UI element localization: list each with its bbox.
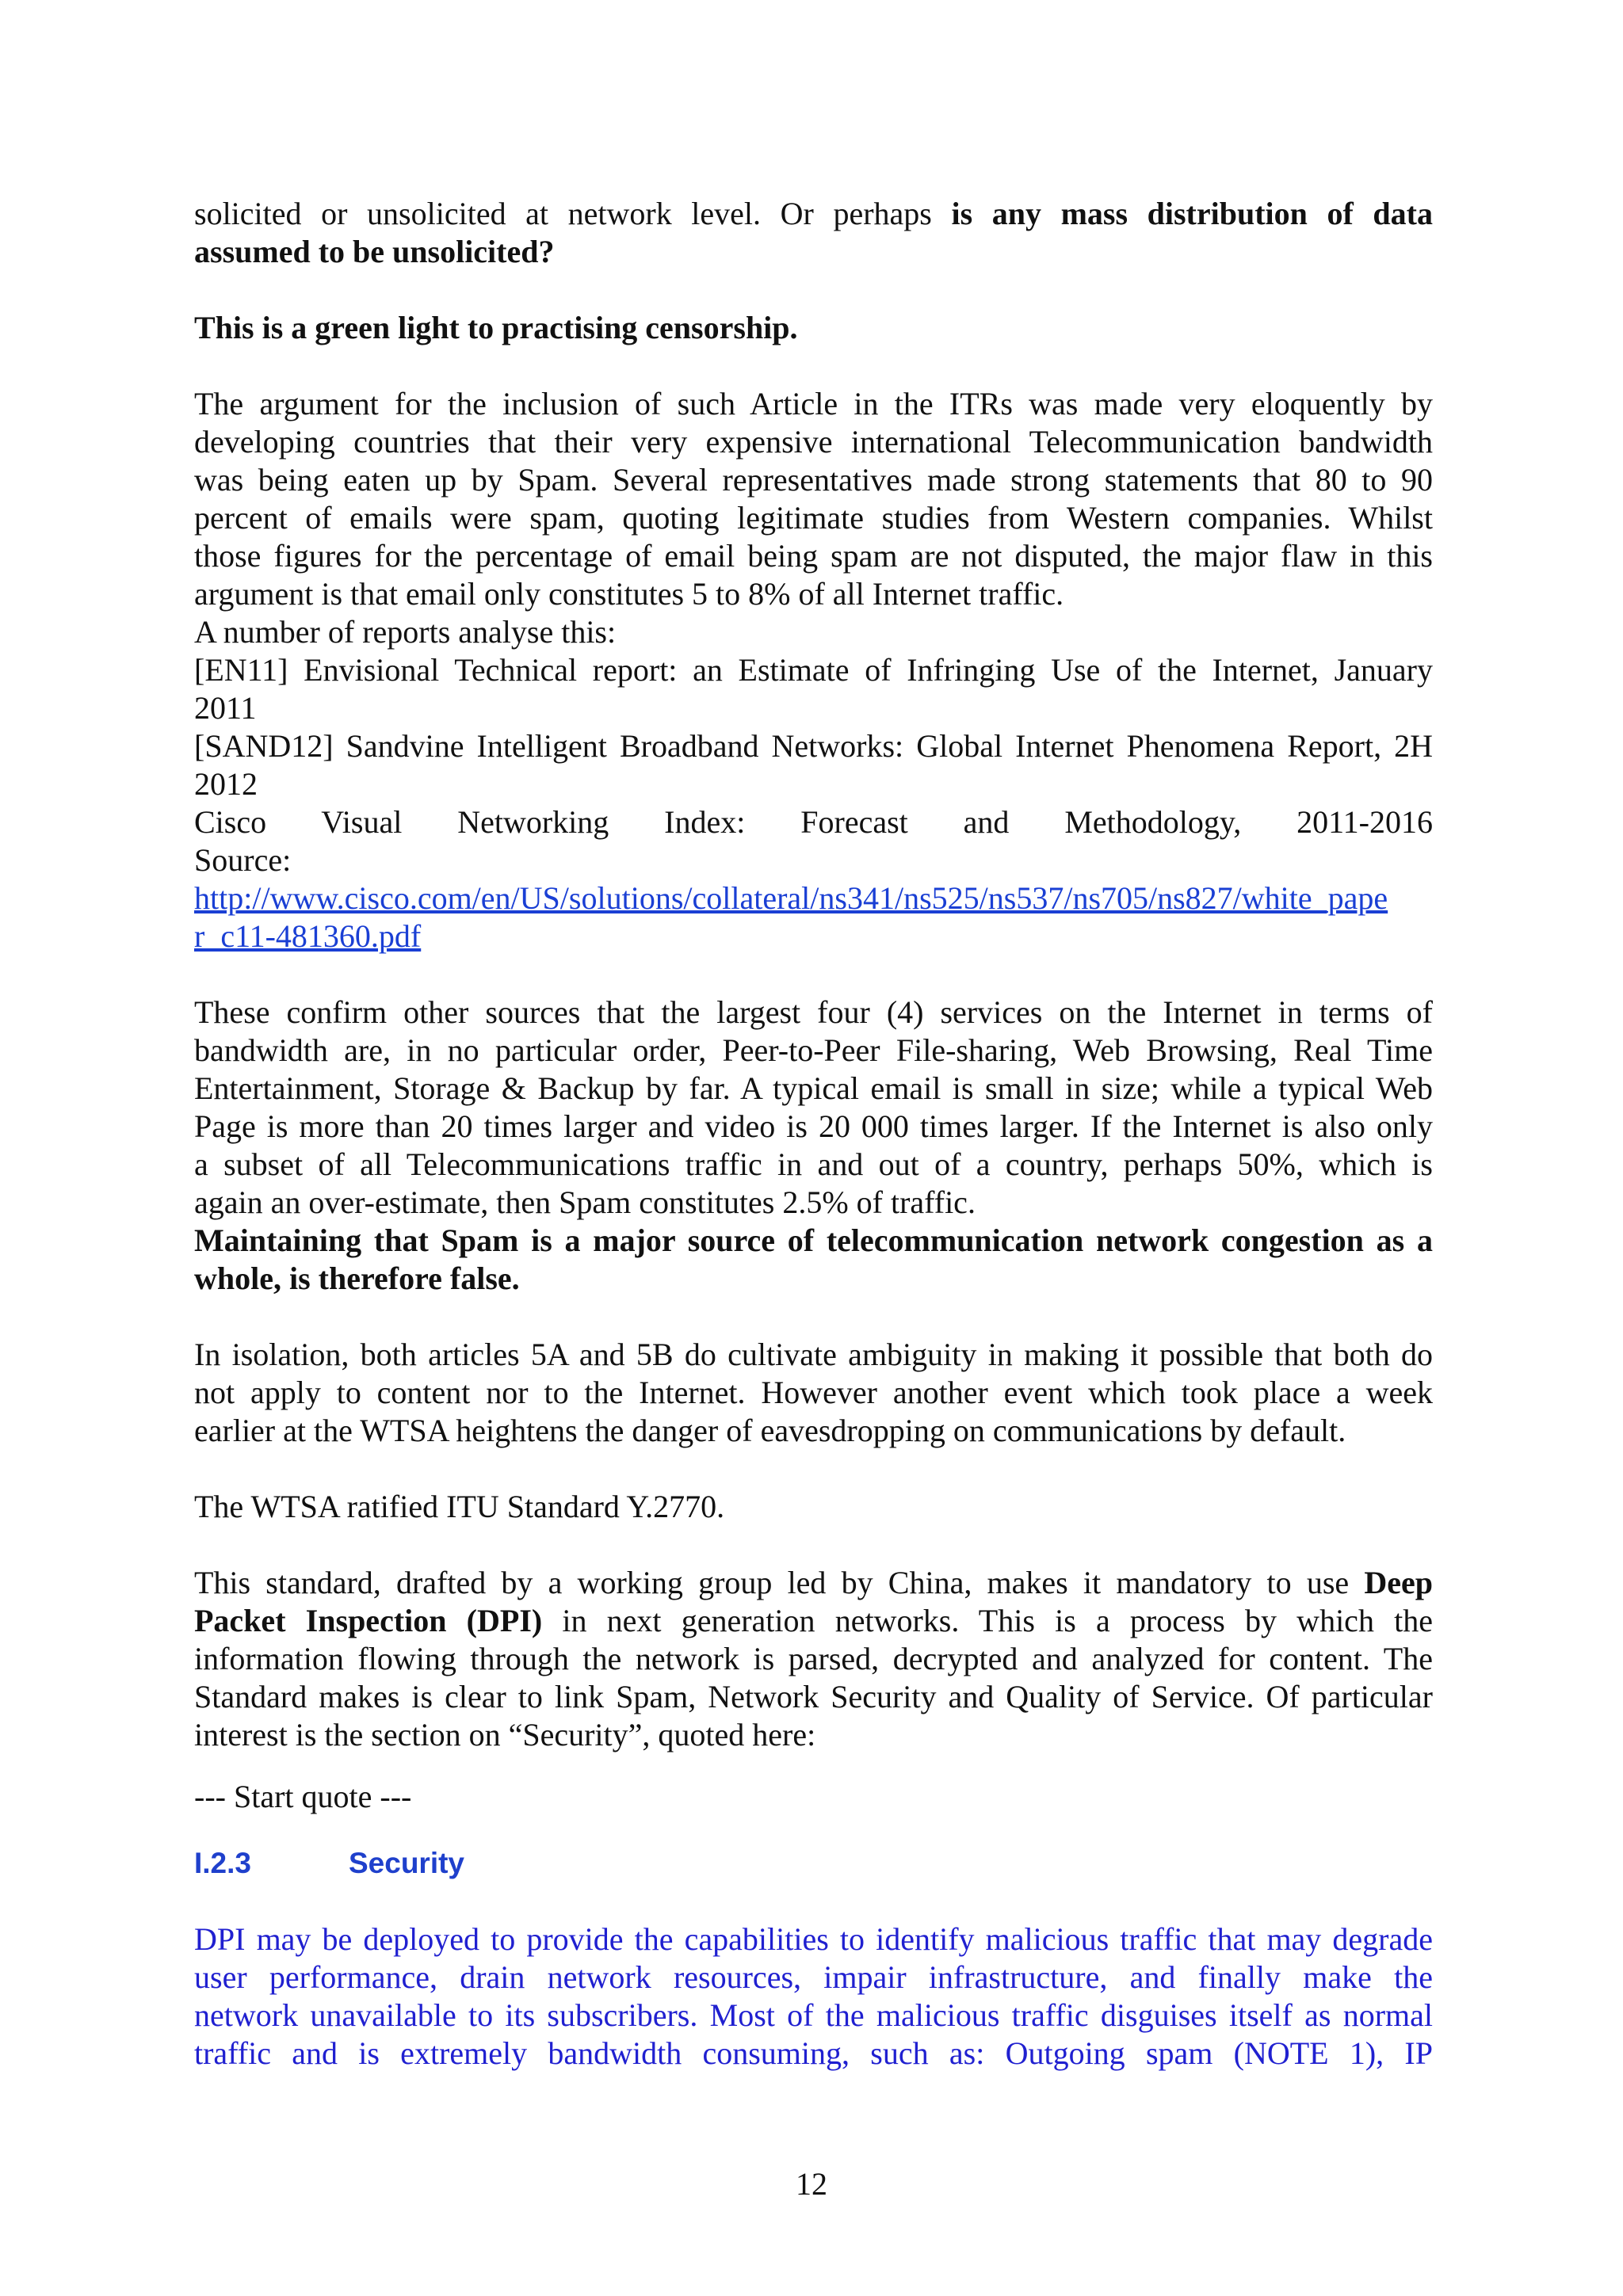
- reference-line: 2011: [194, 690, 257, 726]
- bold-statement: This is a green light to practising censorship.: [194, 310, 798, 345]
- text-line: again an over-estimate, then Spam constitutes 2.5% of traffic.: [194, 1184, 976, 1220]
- section-heading: [194, 1844, 464, 1882]
- text-line: those figures for the percentage of email being spam are not disputed, the major flaw in this: [194, 538, 1433, 574]
- quoted-text-line: user performance, drain network resources, impair infrastructure, and finally make the: [194, 1959, 1433, 1995]
- text-line: earlier at the WTSA heightens the danger of eavesdropping on communications by default.: [194, 1413, 1346, 1448]
- reference-line: Cisco Visual Networking Index: Forecast and Methodology, 2011-2016: [194, 804, 1433, 840]
- text-line: solicited or unsolicited at network level. Or perhaps is any mass distribution of data: [194, 196, 1433, 231]
- text-line: This standard, drafted by a working group led by China, makes it mandatory to use Deep: [194, 1565, 1433, 1600]
- text-line: a subset of all Telecommunications traffic in and out of a country, perhaps 50%, which is: [194, 1146, 1433, 1182]
- text-line: A number of reports analyse this:: [194, 614, 617, 650]
- quote-marker: --- Start quote ---: [194, 1779, 412, 1814]
- text-line: Page is more than 20 times larger and video is 20 000 times larger. If the Internet is also only: [194, 1108, 1433, 1144]
- reference-line: [SAND12] Sandvine Intelligent Broadband Networks: Global Internet Phenomena Report, 2H: [194, 728, 1433, 764]
- quoted-text-line: traffic and is extremely bandwidth consuming, such as: Outgoing spam (NOTE 1), IP: [194, 2035, 1433, 2071]
- text-line: The argument for the inclusion of such Article in the ITRs was made very eloquently by: [194, 386, 1433, 421]
- bold-phrase: assumed to be unsolicited?: [194, 234, 555, 269]
- source-link[interactable]: http://www.cisco.com/en/US/solutions/collateral/ns341/ns525/ns537/ns705/ns827/white_pape: [194, 880, 1388, 916]
- section-title: Security: [349, 1847, 465, 1879]
- bold-conclusion: whole, is therefore false.: [194, 1261, 520, 1296]
- bold-term: Packet Inspection (DPI): [194, 1603, 543, 1638]
- reference-line: Source:: [194, 842, 292, 878]
- text-line: was being eaten up by Spam. Several representatives made strong statements that 80 to 90: [194, 462, 1433, 498]
- quoted-text-line: DPI may be deployed to provide the capabilities to identify malicious traffic that may degrade: [194, 1921, 1433, 1957]
- reference-line: 2012: [194, 766, 258, 802]
- text-line: developing countries that their very expensive international Telecommunication bandwidth: [194, 424, 1433, 460]
- text-line: [194, 1260, 1433, 1298]
- reference-line: [EN11] Envisional Technical report: an Estimate of Infringing Use of the Internet, January: [194, 652, 1433, 688]
- text-line: Packet Inspection (DPI) in next generation networks. This is a process by which the: [194, 1603, 1433, 1638]
- text-line: The WTSA ratified ITU Standard Y.2770.: [194, 1489, 725, 1524]
- quoted-text-line: network unavailable to its subscribers. Most of the malicious traffic disguises itself as normal: [194, 1997, 1433, 2033]
- bold-phrase: is any mass distribution of data: [951, 196, 1433, 231]
- text-line: [194, 233, 1433, 271]
- bold-conclusion: Maintaining that Spam is a major source of telecommunication network congestion as a: [194, 1222, 1433, 1258]
- text-line: percent of emails were spam, quoting legitimate studies from Western companies. Whilst: [194, 500, 1433, 536]
- text-line: Entertainment, Storage & Backup by far. A typical email is small in size; while a typical Web: [194, 1070, 1433, 1106]
- text-line: In isolation, both articles 5A and 5B do cultivate ambiguity in making it possible that both do: [194, 1337, 1433, 1372]
- text-line: These confirm other sources that the largest four (4) services on the Internet in terms of: [194, 994, 1433, 1030]
- source-link-continued[interactable]: r_c11-481360.pdf: [194, 918, 422, 954]
- text-line: argument is that email only constitutes 5 to 8% of all Internet traffic.: [194, 576, 1064, 612]
- bold-term: Deep: [1364, 1565, 1433, 1600]
- section-number: I.2.3: [194, 1847, 251, 1879]
- page-number: 12: [796, 2166, 827, 2202]
- text-line: [194, 1222, 1433, 1260]
- text-line: Standard makes is clear to link Spam, Network Security and Quality of Service. Of particular: [194, 1679, 1433, 1714]
- text-line: [194, 309, 1433, 347]
- text-line: not apply to content nor to the Internet. However another event which took place a week: [194, 1375, 1433, 1410]
- text-line: bandwidth are, in no particular order, Peer-to-Peer File-sharing, Web Browsing, Real Time: [194, 1032, 1433, 1068]
- text-line: information flowing through the network is parsed, decrypted and analyzed for content. The: [194, 1641, 1433, 1676]
- text-line: interest is the section on “Security”, quoted here:: [194, 1717, 816, 1753]
